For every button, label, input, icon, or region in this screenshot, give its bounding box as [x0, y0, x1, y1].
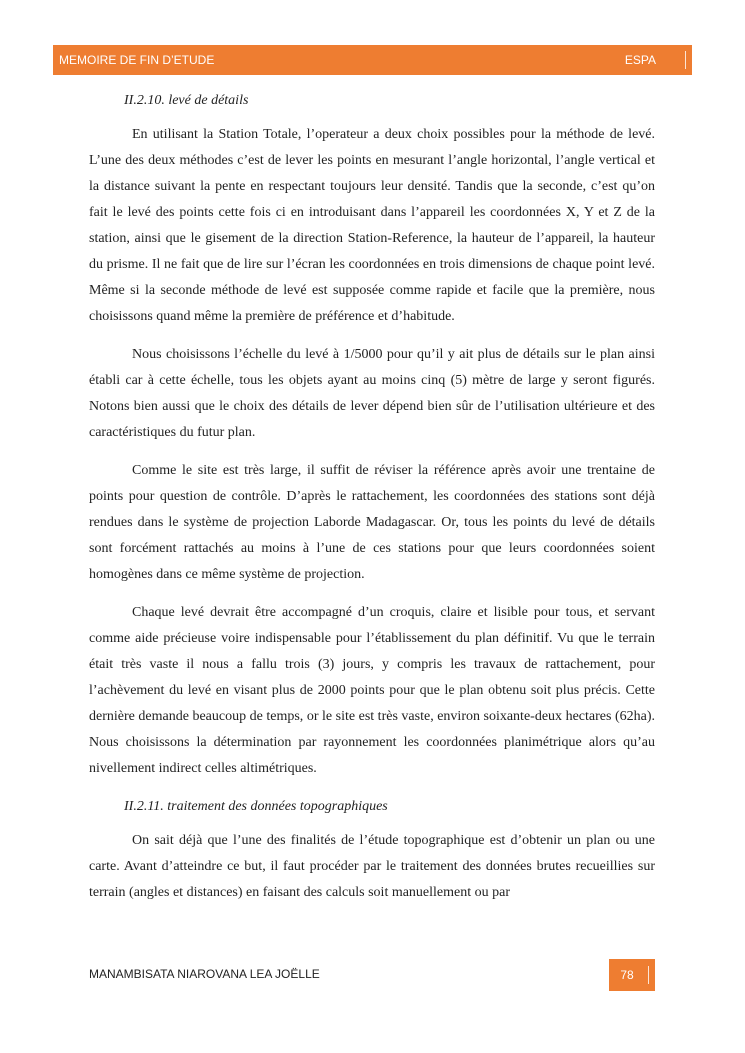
page-number-divider [648, 966, 649, 984]
document-body [89, 88, 655, 918]
footer-author: MANAMBISATA NIAROVANA LEA JOËLLE [89, 967, 320, 981]
paragraph: On sait déjà que l’une des finalités de l’étude topographique est d’obtenir un plan ou une carte. Avant d’atteindre ce but, il faut procéder par le traitement des données brutes recueillies sur terrain (angles et distances) en faisant des calculs soit manuellement ou par [89, 833, 655, 900]
section-heading: II.2.10. levé de détails [124, 93, 249, 108]
paragraph: Nous choisissons l’échelle du levé à 1/5000 pour qu’il y ait plus de détails sur le plan ainsi établi car à cette échelle, tous les objets ayant au moins cinq (5) mètre de large y seront figurés. Notons bien aussi que le choix des détails de lever dépend bien sûr de l’utilisation ultérieure et des caractéristiques du futur plan. [89, 347, 655, 440]
paragraph: Comme le site est très large, il suffit de réviser la référence après avoir une trentaine de points pour question de contrôle. D’après le rattachement, les coordonnées des stations sont déjà rendues dans le système de projection Laborde Madagascar. Or, tous les points du levé de détails sont forcément rattachés au moins à l’une de ces stations pour que leurs coordonnées soient homogènes dans ce même système de projection. [89, 463, 655, 582]
header-institution: ESPA [624, 53, 656, 67]
page-number: 78 [620, 968, 634, 982]
paragraph: En utilisant la Station Totale, l’operateur a deux choix possibles pour la méthode de levé. L’une des deux méthodes c’est de lever les points en mesurant l’angle horizontal, l’angle vertical et la distance suivant la pente en respectant toujours leur densité. Tandis que la seconde, c’est qu’on fait le levé des points cette fois ci en introduisant dans l’appareil les coordonnées X, Y et Z de la station, ainsi que le gisement de la direction Station-Reference, la hauteur de l’appareil, la hauteur du prisme. Il ne fait que de lire sur l’écran les coordonnées en trois dimensions de chaque point levé. Même si la seconde méthode de levé est supposée comme rapide et facile que la première, nous choisissons quand même la première de préférence et d’habitude. [89, 127, 655, 324]
header-title: MEMOIRE DE FIN D’ETUDE [59, 53, 215, 67]
page-number-badge [609, 959, 655, 991]
section-heading: II.2.11. traitement des données topographiques [124, 799, 388, 814]
header-divider [685, 51, 686, 69]
paragraph: Chaque levé devrait être accompagné d’un croquis, claire et lisible pour tous, et servant comme aide précieuse voire indispensable pour l’établissement du plan définitif. Vu que le terrain était très vaste il nous a fallu trois (3) jours, y compris les travaux de rattachement, pour l’achèvement du levé en visant plus de 2000 points pour que le plan obtenu soit plus précis. Cette dernière demande beaucoup de temps, or le site est très vaste, environ soixante-deux hectares (62ha). Nous choisissons la détermination par rayonnement les coordonnées planimétrique alors qu’au nivellement indirect celles altimétriques. [89, 605, 655, 776]
page-header [53, 45, 692, 75]
